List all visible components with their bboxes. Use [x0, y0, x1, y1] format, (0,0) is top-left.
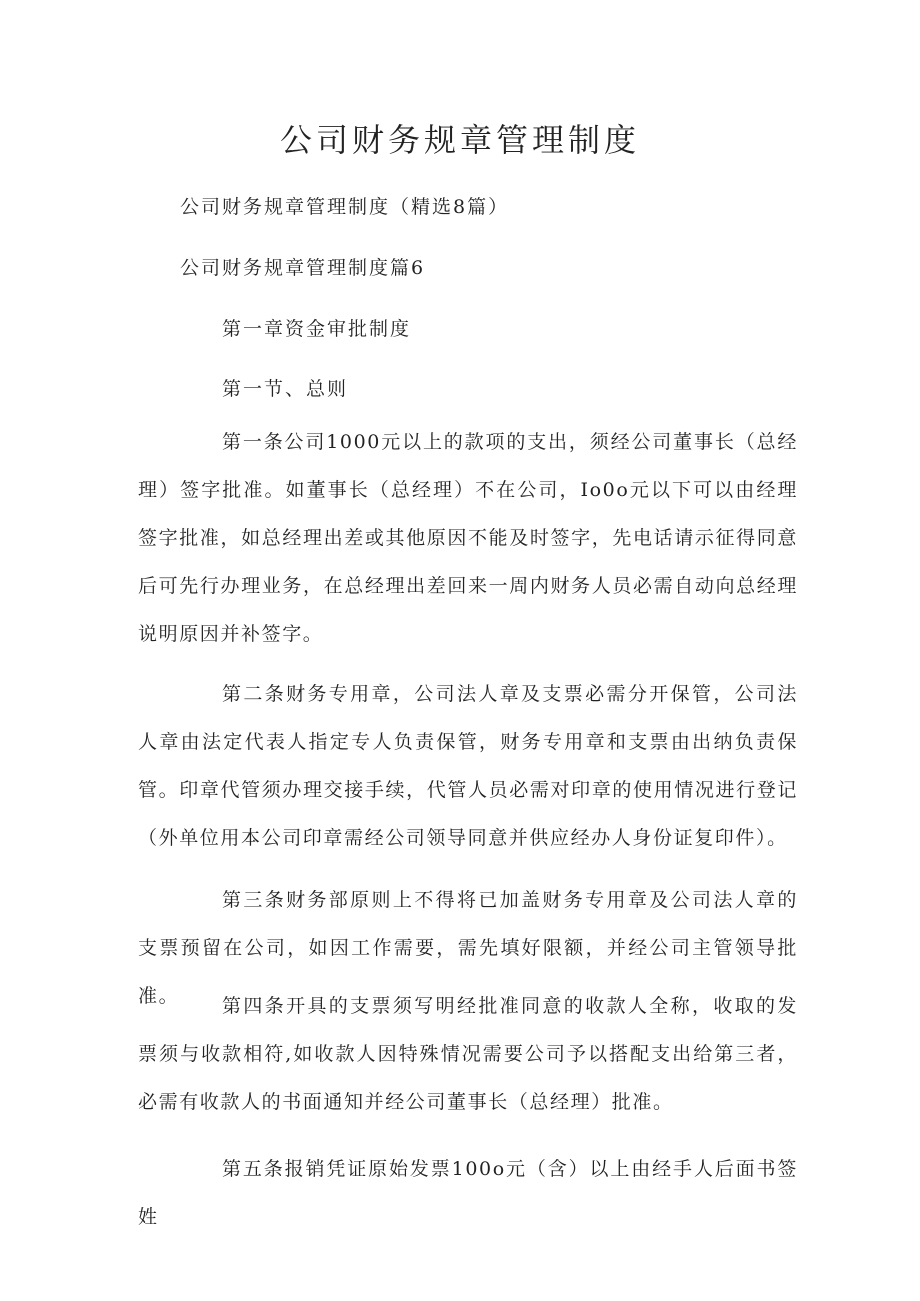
document-subtitle: 公司财务规章管理制度（精选8篇）: [180, 196, 510, 218]
paragraph-article-2: 第二条财务专用章，公司法人章及支票必需分开保管，公司法人章由法定代表人指定专人负责保管，财务专用章和支票由出纳负责保管。印章代管须办理交接手续，代管人员必需对印章的使用情况进行登记（外单位用本公司印章需经公司领导同意并供应经办人身份证复印件）。: [138, 683, 798, 849]
chapter-heading: 第一章资金审批制度: [222, 318, 412, 340]
section-heading: 第一节、总则: [222, 378, 349, 400]
paragraph-article-1: 第一条公司1000元以上的款项的支出，须经公司董事长（总经理）签字批准。如董事长（总经理）不在公司，Io0o元以下可以由经理签字批准，如总经理出差或其他原因不能及时签字，先电话请示征得同意后可先行办理业务，在总经理出差回来一周内财务人员必需自动向总经理说明原因并补签字。: [138, 431, 798, 645]
paragraph-article-5: 第五条报销凭证原始发票100o元（含）以上由经手人后面书签姓: [138, 1158, 798, 1228]
article-heading: 公司财务规章管理制度篇6: [180, 257, 426, 279]
paragraph-article-4: 第四条开具的支票须写明经批准同意的收款人全称，收取的发票须与收款相符,如收款人因特殊情况需要公司予以搭配支出给第三者，必需有收款人的书面通知并经公司董事长（总经理）批准。: [138, 995, 798, 1113]
document-title: 公司财务规章管理制度: [279, 121, 640, 159]
paragraph-article-3: 第三条财务部原则上不得将已加盖财务专用章及公司法人章的支票预留在公司，如因工作需要，需先填好限额，并经公司主管领导批准。: [138, 889, 798, 1007]
